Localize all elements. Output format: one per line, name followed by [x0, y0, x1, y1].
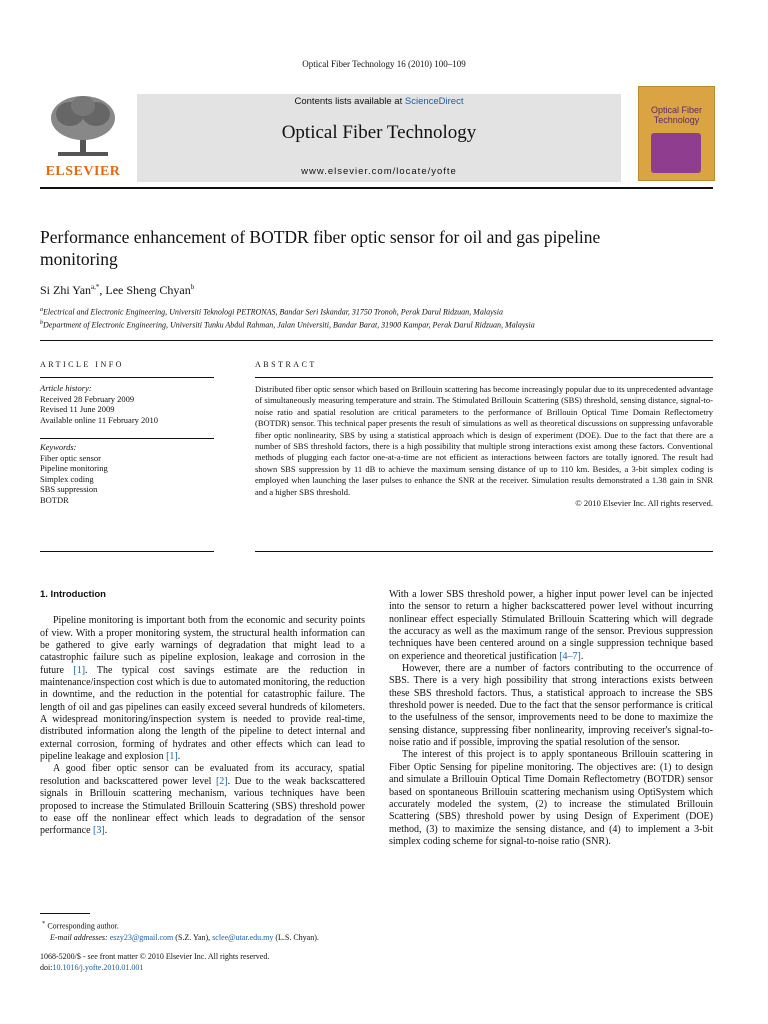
- affiliation-a: [40, 305, 720, 318]
- paragraph-text: .: [177, 751, 181, 763]
- email-link[interactable]: eszy23@gmail.com: [109, 932, 174, 942]
- paragraph: [40, 615, 365, 763]
- author-separator: ,: [99, 283, 106, 297]
- publisher-logo-text: ELSEVIER: [45, 164, 121, 179]
- affiliations: [40, 305, 720, 331]
- affil-text: Department of Electronic Engineering, Universiti Tunku Abdul Rahman, Jalan Universiti, Bandar Barat, 31900 Kampar, Perak Darul Ridzuan, Malaysia: [43, 320, 535, 330]
- sciencedirect-link[interactable]: ScienceDirect: [404, 96, 464, 107]
- journal-banner: [137, 94, 621, 182]
- keywords-label: Keywords:: [40, 442, 77, 452]
- keywords: [40, 442, 214, 505]
- doi-label: doi:: [40, 963, 53, 972]
- received-date: Received 28 February 2009: [40, 393, 135, 404]
- citation-link[interactable]: [4–7]: [559, 650, 581, 662]
- abstract-body: [255, 384, 713, 509]
- paragraph-text: . The typical cost savings estimate are the reduction in maintenance/inspection cost which is due to automated monitoring, the reduction in downtime, and the reduction in the potential for catastrophic failure. The length of oil and gas pipelines can easily exceed several hundreds of kilometers. A widespread monitoring/inspection system is needed to provide real-time, distributed information along the length of the pipeline to detect internal and external corrosion, forming of hydrates and other effects which can lead to pipeline leakage and explosion: [40, 664, 365, 763]
- paragraph-text: With a lower SBS threshold power, a higher input power level can be injected into the sensor to return a higher backscattered power level without incurring nonlinear effect especially Stimulated Brillouin Scattering which will degrade the accuracy as well as the maximum range of the sensor. Previous suppression techniques have been centered around on a single suppression technique based on experience and theoretical justification: [389, 589, 713, 662]
- email-label: E-mail addresses:: [50, 932, 110, 942]
- corresponding-text: Corresponding author.: [47, 921, 119, 931]
- abstract-copyright: © 2010 Elsevier Inc. All rights reserved.: [575, 498, 713, 509]
- author-name: Lee Sheng Chyan: [105, 283, 191, 297]
- keyword: BOTDR: [40, 494, 69, 505]
- elsevier-logo: [40, 92, 126, 180]
- corresponding-note: [40, 918, 380, 932]
- footnote: [40, 918, 380, 943]
- keyword: SBS suppression: [40, 484, 98, 494]
- paragraph-text: . Due to the weak backscattered signals in Brillouin scattering mechanism, various techniques have been proposed to increase the Stimulated Brillouin Scattering (SBS) threshold power to ease off the nonlinear effect which leads to degradation of the sensor performance: [40, 775, 365, 837]
- keyword: Pipeline monitoring: [40, 463, 108, 473]
- section-heading: 1. Introduction: [40, 589, 106, 600]
- online-date: Available online 11 February 2010: [40, 414, 159, 425]
- revised-date: Revised 11 June 2009: [40, 404, 115, 414]
- article-info: [40, 383, 214, 425]
- keywords-rule: [40, 438, 214, 439]
- cover-title-line1: Optical Fiber: [650, 105, 703, 115]
- cover-title-line2: Technology: [653, 115, 700, 125]
- abstract-bottom-rule: [255, 551, 713, 552]
- left-column: [40, 589, 365, 838]
- article-info-bottom-rule: [40, 551, 214, 552]
- article-info-rule: [40, 377, 214, 378]
- paragraph: However, there are a number of factors contributing to the occurrence of SBS. There is a very high possibility that strong interactions exists between these SBS threshold factors. Thus, a statistical approach to increase the SBS threshold power is needed. Due to the fact that the sensor performance is critical to the usefulness of the sensor, improvements need to be done to maximize the sensing distance, suppressing fiber nonlinearity, improving receiver's signal-to-noise ratio and if possible, improving the spatial resolution of the sensor.: [389, 663, 713, 749]
- citation-link[interactable]: [2]: [215, 775, 228, 787]
- contents-prefix: Contents lists available at: [294, 96, 405, 107]
- issn-line: 1068-5200/$ - see front matter © 2010 Elsevier Inc. All rights reserved.: [40, 952, 270, 961]
- footnote-rule: [40, 913, 90, 914]
- email-line: [40, 932, 380, 943]
- header-rule: [40, 187, 713, 189]
- authors: [40, 283, 194, 298]
- paragraph-text: .: [580, 650, 584, 662]
- journal-url[interactable]: www.elsevier.com/locate/yofte: [301, 166, 457, 177]
- bottom-info: [40, 951, 269, 973]
- email-owner: (L.S. Chyan).: [273, 932, 319, 942]
- affil-text: Electrical and Electronic Engineering, Universiti Teknologi PETRONAS, Bandar Seri Iskandar, 31750 Tronoh, Perak Darul Ridzuan, Malaysia: [43, 307, 503, 317]
- tree-icon: [40, 92, 126, 162]
- citation-link[interactable]: [3]: [93, 825, 105, 837]
- contents-line: [137, 96, 621, 107]
- keyword: Simplex coding: [40, 473, 94, 484]
- article-info-heading: ARTICLE INFO: [40, 360, 124, 369]
- paragraph: The interest of this project is to apply spontaneous Brillouin scattering in Fiber Optic Sensing for pipeline monitoring. The objectives are: (1) to design and simulate a Brillouin Optical Time Domain Reflectometry (BOTDR) sensor based on spontaneous Brillouin scattering mechanism using OptiSystem which accurately modeled the system, (2) to increase the stimulated Brillouin Scattering (SBS) threshold power by using Design of Experiment (DOE) method, (3) to maximize the sensing distance, and (4) to implement a 3-bit simplex coding scheme for signal-to-noise ratio (SNR).: [389, 749, 713, 847]
- doi-link[interactable]: 10.1016/j.yofte.2010.01.001: [52, 963, 144, 972]
- paragraph-text: A good fiber optic sensor can be evaluated from its accuracy, spatial resolution and backscattered power level: [40, 763, 365, 787]
- affiliation-b: [40, 318, 720, 331]
- journal-title: Optical Fiber Technology: [281, 122, 477, 143]
- section-rule: [40, 340, 713, 341]
- paragraph: [389, 589, 713, 663]
- paragraph-text: Pipeline monitoring is important both from the economic and security points of view. With a proper monitoring system, the structural health information can be gathered to give early warnings of degradation that might lead to a catastrophic failure such as pipeline explosion, leakage and corrosion in the future: [40, 615, 365, 676]
- journal-reference: Optical Fiber Technology 16 (2010) 100–109: [302, 59, 466, 69]
- email-link[interactable]: sclee@utar.edu.my: [212, 932, 274, 942]
- article-title: Performance enhancement of BOTDR fiber optic sensor for oil and gas pipeline monitoring: [40, 227, 601, 269]
- affil-sup: a: [40, 307, 43, 313]
- affil-sup: b: [40, 320, 43, 327]
- abstract-rule: [255, 377, 713, 378]
- citation-link[interactable]: [1]: [73, 664, 86, 676]
- abstract-text: Distributed fiber optic sensor which based on Brillouin scattering has become increasingly popular due to its unprecedented advantage of simultaneously measuring temperature and strain. The Stimulated Brillouin Scattering (SBS) threshold, sensing distance, signal-to-noise ratio and spatial resolution are critical parameters to the performance of Brillouin Optical Time Domain Reflectometry (BOTDR) sensor. This technical paper presents the result of simulations as well as theoretical discussions on suppressing unfavorable fiber optic nonlinearity, SBS by using a statistical approach which is design of experiment (DOE). Due to the fact that there are a number of SBS threshold factors, there is a high possibility that multiple strong interactions exist among these factors. Conventional methods of plugging each factor one-at-a-time are not efficient as interactions between factors are totally ignored. The result had shown SBS suppression by 11 dB to achieve the maximum sensing distance of up to 110 km. Besides, a 3-bit simplex coding is employed when launching the laser pulses to enhance the SNR at the receiver. Simulation results demonstrated a 1.38 gain in SNR and a higher SBS threshold.: [255, 384, 713, 497]
- cover-image: [651, 133, 701, 173]
- citation-link[interactable]: [1]: [166, 751, 178, 763]
- author-sup: b: [190, 283, 195, 291]
- cover-title: [639, 105, 714, 125]
- keyword: Fiber optic sensor: [40, 452, 101, 463]
- right-column: [389, 589, 713, 848]
- footnote-star: *: [42, 920, 46, 927]
- email-owner: (S.Z. Yan),: [173, 932, 213, 942]
- author-sup: a,*: [91, 283, 100, 291]
- journal-cover: [638, 86, 715, 181]
- doi-line: [40, 962, 269, 973]
- paragraph: [40, 763, 365, 837]
- abstract-heading: ABSTRACT: [255, 360, 317, 369]
- paragraph-text: .: [104, 825, 108, 837]
- author-name: Si Zhi Yan: [40, 283, 92, 297]
- history-label: Article history:: [40, 383, 92, 393]
